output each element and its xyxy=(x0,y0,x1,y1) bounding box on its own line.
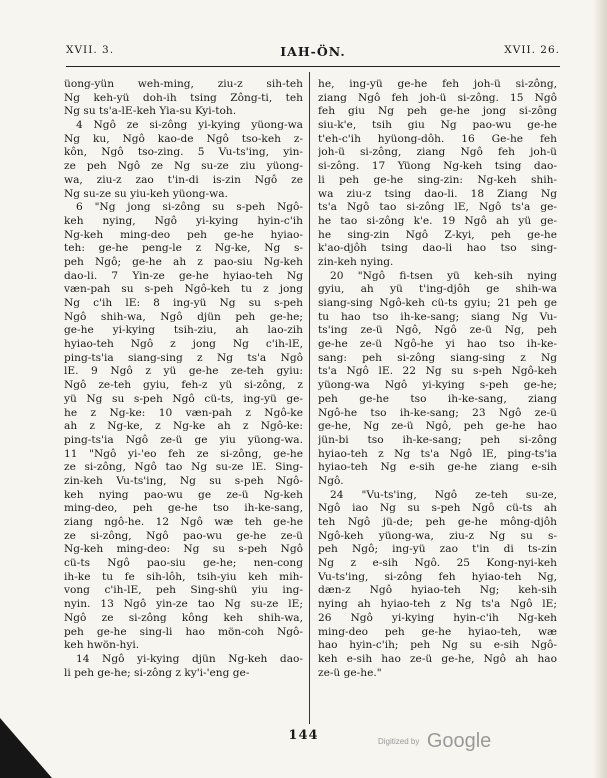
text-line: joh-ü si-zông, ziang Ngô feh joh-ü xyxy=(318,146,557,159)
text-line: dao-li. 7 Yin-ze ge-he hyiao-teh Ng xyxy=(64,269,303,282)
text-line: gyiu, ah yü t'ing-djôh ge shih-wa xyxy=(318,283,557,296)
text-line: he, ing-yü ge-he feh joh-ü si-zông, xyxy=(318,78,557,90)
text-line: ts'ing ze-ü Ngô, Ngô ze-ü Ng, peh xyxy=(318,324,557,337)
text-line: 11 "Ngô yi-'eo feh ze si-zông, ge-he xyxy=(64,447,303,460)
text-line: li peh ge-he; si-zông z ky'i-'eng ge- xyxy=(64,666,250,679)
text-line: 6 "Ng jong si-zông su s-peh Ngô- xyxy=(76,201,303,214)
text-line: Ng keh-yü doh-ih tsing Zông-ti, teh xyxy=(64,91,303,104)
text-line: wa, ziu-z zao t'in-di is-zin Ngô ze xyxy=(64,173,303,186)
text-line: lE. 9 Ngô z yü ge-he ze-teh gyiu: xyxy=(64,365,303,378)
text-line: hyiao-teh Ng e-sih ge-he ziang e-sih xyxy=(318,461,557,474)
text-line: Ngô shih-wa, Ngô djün peh ge-he; xyxy=(64,310,303,323)
text-line: nying ah hyiao-teh z Ng ts'a Ngô lE; xyxy=(318,598,557,611)
text-line: Ng su ts'a-lE-keh Yia-su Kyi-toh. xyxy=(64,105,237,118)
text-line: peh Ngô; ge-he ah z pao-siu Ng-keh xyxy=(64,255,303,268)
text-line: ge-he yi-kying tsih-ziu, ah lao-zih xyxy=(64,324,303,337)
text-line: tu hao tso ih-ke-sang; siang Ng Vu- xyxy=(318,310,557,323)
text-line: keh nying, Ngô yi-kying hyin-c'ih xyxy=(64,214,303,227)
text-line: Ng ku, Ngô kao-de Ngô tso-keh z- xyxy=(64,132,303,145)
text-line: ze si-zông, Ngô tao Ng su-ze lE. Sing- xyxy=(64,461,303,474)
text-line: he tao si-zông k'e. 19 Ngô ah yü ge- xyxy=(318,214,557,227)
digitized-watermark xyxy=(378,730,491,753)
left-text-column xyxy=(64,78,303,680)
text-line: hyiao-teh z Ng ts'a Ngô lE, ping-ts'ia xyxy=(318,447,557,460)
watermark-prefix: Digitized by xyxy=(378,737,420,746)
text-line: kôn, Ngô tso-zing. 5 Vu-ts'ing, yin- xyxy=(64,146,303,159)
text-line: siang-sing Ngô-keh cü-ts gyiu; 21 peh ge xyxy=(318,297,557,310)
text-line: 26 Ngô yi-kying hyin-c'ih Ng-keh xyxy=(318,611,557,624)
text-line: Ng-keh ming-deo: Ng su s-peh Ngô xyxy=(64,543,303,556)
text-line: si-zông. 17 Yüong Ng-keh tsing dao- xyxy=(318,160,557,173)
text-line: 20 "Ngô fi-tsen yü keh-sih nying xyxy=(330,269,557,282)
text-line: yüong-wa Ngô yi-kying s-peh ge-he; xyxy=(318,379,557,392)
text-line: ze peh Ngô ze Ng su-ze ziu yüong- xyxy=(64,160,303,173)
text-line: ts'a Ngô tao si-zông lE, Ngô ts'a ge- xyxy=(318,201,557,214)
text-line: Ng c'ih lE: 8 ing-yü Ng su s-peh xyxy=(64,297,303,310)
text-line: 4 Ngô ze si-zông yi-kying yüong-wa xyxy=(76,119,303,132)
text-line: ming-deo peh ge-he hyiao-teh, wæ xyxy=(318,625,557,638)
header-book-title: IAH-ÖN. xyxy=(280,44,346,59)
text-line: ge-he ze-ü Ngô-he yi hao tso ih-ke- xyxy=(318,338,557,351)
text-line: üong-yün weh-ming, ziu-z sih-teh xyxy=(64,78,303,90)
text-line: sang: peh si-zông siang-sing z Ng xyxy=(318,351,557,364)
text-line: Ngô. xyxy=(318,474,344,487)
text-line: vong c'ih-lE, peh Sing-shü yiu ing- xyxy=(64,584,303,597)
text-line: ts'a Ngô lE. 22 Ng su s-peh Ngô-keh xyxy=(318,365,557,378)
text-line: he sing-zin Ngô Z-kyi, peh ge-he xyxy=(318,228,557,241)
text-line: ping-ts'ia siang-sing z Ng ts'a Ngô xyxy=(64,351,303,364)
text-line: Vu-ts'ing, si-zông feh hyiao-teh Ng, xyxy=(318,570,557,583)
text-line: nyin. 13 Ngô yin-ze tao Ng su-ze lE; xyxy=(64,598,303,611)
text-line: feh giu Ng peh ge-he jong si-zông xyxy=(318,105,557,118)
text-line: teh Ngô jü-de; peh ge-he mông-djôh xyxy=(318,516,557,529)
text-line: zin-keh Vu-ts'ing, Ng su s-peh Ngô- xyxy=(64,474,303,487)
header-chapter-start: XVII. 3. xyxy=(66,44,115,56)
text-line: keh nying pao-wu ge ze-ü Ng-keh xyxy=(64,488,303,501)
column-divider xyxy=(309,72,310,724)
text-line: ze-ü ge-he." xyxy=(318,666,382,679)
text-line: teh: ge-he peng-le z Ng-ke, Ng s- xyxy=(64,242,303,255)
text-line: siu-k'e, tsih giu Ng pao-wu ge-he xyxy=(318,119,557,132)
text-line: jün-bi tso ih-ke-sang; peh si-zông xyxy=(318,433,557,446)
text-line: t'eh-c'ih hyüong-dôh. 16 Ge-he feh xyxy=(318,132,557,145)
text-line: ming-deo, peh ge-he tso ih-ke-sang, xyxy=(64,502,303,515)
text-line: ge-he, Ng ze-ü Ngô, peh ge-he hao xyxy=(318,420,557,433)
text-line: ah z Ng-ke, z Ng-ke ah z Ngô-ke: xyxy=(64,420,303,433)
page-edge-shadow xyxy=(593,0,607,778)
header-chapter-end: XVII. 26. xyxy=(504,44,560,56)
text-line: li peh ge-he sing-zin: Ng-keh shih- xyxy=(318,173,557,186)
text-line: ziang ngô-he. 12 Ngô wæ teh ge-he xyxy=(64,516,303,529)
text-line: Ngô ze-teh gyiu, feh-z yü si-zông, z xyxy=(64,379,303,392)
text-line: Ng z e-sih Ngô. 25 Kong-nyi-keh xyxy=(318,557,557,570)
text-line: Ngô-he tso ih-ke-sang; 23 Ngô ze-ü xyxy=(318,406,557,419)
text-line: k'ao-djôh tsing dao-li hao tso sing- xyxy=(318,242,557,255)
text-line: dæn-z Ngô hyiao-teh Ng; keh-sih xyxy=(318,584,557,597)
text-line: cü-ts Ngô pao-siu ge-he; nen-cong xyxy=(64,557,303,570)
text-line: Ng-keh ming-deo peh ge-he hyiao- xyxy=(64,228,303,241)
text-line: hyiao-teh Ngô z jong Ng c'ih-lE, xyxy=(64,338,303,351)
text-line: ze si-zông, Ngô pao-wu ge-he ze-ü xyxy=(64,529,303,542)
text-line: ziang Ngô feh joh-ü si-zông. 15 Ngô xyxy=(318,91,557,104)
text-line: peh Ngô; ing-yü zao t'in di ts-zin xyxy=(318,543,557,556)
text-line: hao hyin-c'ih; peh Ng su e-sih Ngô- xyxy=(318,639,557,652)
text-line: Ng su-ze su yiu-keh yüong-wa. xyxy=(64,187,228,200)
text-line: Ngô ze si-zông kông keh shih-wa, xyxy=(64,611,303,624)
page-corner-fold xyxy=(0,718,52,778)
text-line: he z Ng-ke: 10 væn-pah z Ngô-ke xyxy=(64,406,303,419)
text-line: Ngô iao Ng su s-peh Ngô cü-ts ah xyxy=(318,502,557,515)
page-number: 144 xyxy=(288,728,319,743)
running-header xyxy=(66,44,560,62)
text-line: 24 "Vu-ts'ing, Ngô ze-teh su-ze, xyxy=(330,488,557,501)
text-line: yü Ng su s-peh Ngô cü-ts, ing-yü ge- xyxy=(64,392,303,405)
text-line: 14 Ngô yi-kying djün Ng-keh dao- xyxy=(76,652,303,665)
text-line: zin-keh nying. xyxy=(318,255,394,268)
text-line: peh ge-he sing-li hao mön-coh Ngô- xyxy=(64,625,303,638)
text-line: keh e-sih hao ze-ü ge-he, Ngô ah hao xyxy=(318,652,557,665)
text-line: keh hwön-hyi. xyxy=(64,639,140,652)
header-rule xyxy=(66,66,560,67)
text-line: væn-pah su s-peh Ngô-keh tu z jong xyxy=(64,283,303,296)
text-line: ping-ts'ia Ngô ze-ü ge yiu yüong-wa. xyxy=(64,433,303,446)
text-line: ih-ke tu fe sih-lôh, tsih-yiu keh mih- xyxy=(64,570,303,583)
text-line: wa ziu-z tsing dao-li. 18 Ziang Ng xyxy=(318,187,557,200)
right-text-column xyxy=(318,78,557,680)
text-line: Ngô-keh yüong-wa, ziu-z Ng su s- xyxy=(318,529,557,542)
text-line: peh ge-he tso ih-ke-sang, ziang xyxy=(318,392,557,405)
google-logo: Google xyxy=(426,730,492,752)
